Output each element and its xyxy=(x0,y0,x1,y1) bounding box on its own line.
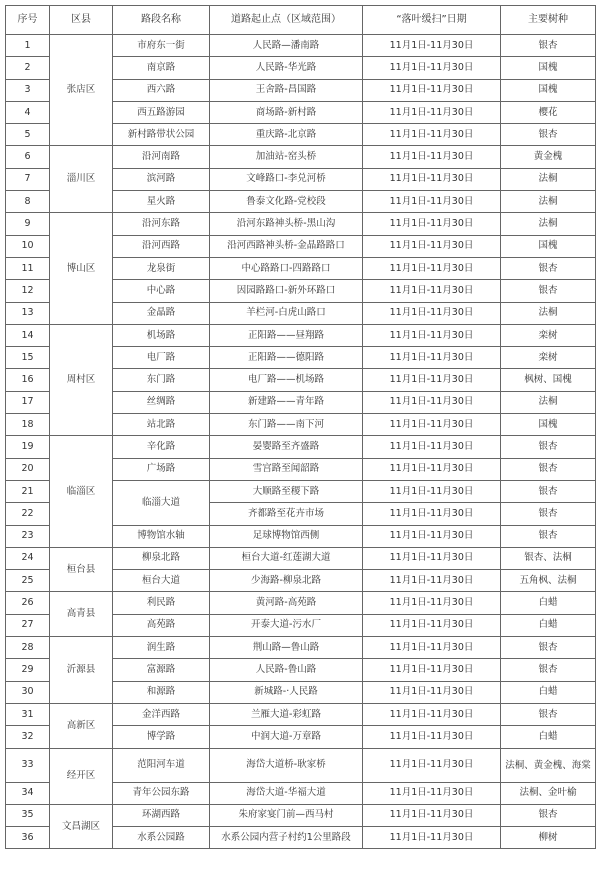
tree-species: 银杏 xyxy=(501,659,596,681)
road-range: 王舍路-昌国路 xyxy=(210,79,363,101)
sweep-date: 11月1日-11月30日 xyxy=(363,748,501,782)
tree-species: 柳树 xyxy=(501,827,596,849)
road-range: 齐都路至花卉市场 xyxy=(210,503,363,525)
sweep-date: 11月1日-11月30日 xyxy=(363,547,501,569)
tree-species: 银杏 xyxy=(501,480,596,502)
row-number: 22 xyxy=(6,503,50,525)
road-range: 大顺路至稷下路 xyxy=(210,480,363,502)
row-number: 28 xyxy=(6,637,50,659)
row-number: 26 xyxy=(6,592,50,614)
road-name: 新村路带状公园 xyxy=(113,124,210,146)
sweep-date: 11月1日-11月30日 xyxy=(363,570,501,592)
tree-species: 银杏 xyxy=(501,503,596,525)
table-body xyxy=(6,35,596,849)
tree-species: 黄金槐 xyxy=(501,146,596,168)
tree-species: 银杏 xyxy=(501,124,596,146)
road-range: 晏婴路至齐盛路 xyxy=(210,436,363,458)
row-number: 6 xyxy=(6,146,50,168)
row-number: 15 xyxy=(6,347,50,369)
row-number: 33 xyxy=(6,748,50,782)
sweep-date: 11月1日-11月30日 xyxy=(363,280,501,302)
road-name: 高苑路 xyxy=(113,614,210,636)
road-range: 新建路——青年路 xyxy=(210,391,363,413)
sweep-date: 11月1日-11月30日 xyxy=(363,168,501,190)
road-range: 因园路路口-新外环路口 xyxy=(210,280,363,302)
sweep-date: 11月1日-11月30日 xyxy=(363,614,501,636)
row-number: 5 xyxy=(6,124,50,146)
road-range: 电厂路——机场路 xyxy=(210,369,363,391)
header-date: “落叶缓扫”日期 xyxy=(363,6,501,35)
tree-species: 银杏 xyxy=(501,637,596,659)
table-row xyxy=(6,547,596,569)
sweep-date: 11月1日-11月30日 xyxy=(363,592,501,614)
table-row xyxy=(6,592,596,614)
tree-species: 法桐 xyxy=(501,213,596,235)
sweep-date: 11月1日-11月30日 xyxy=(363,146,501,168)
row-number: 12 xyxy=(6,280,50,302)
sweep-date: 11月1日-11月30日 xyxy=(363,637,501,659)
road-range: 正阳路——德阳路 xyxy=(210,347,363,369)
header-district: 区县 xyxy=(50,6,113,35)
road-range: 足球博物馆西侧 xyxy=(210,525,363,547)
table-row xyxy=(6,637,596,659)
row-number: 24 xyxy=(6,547,50,569)
road-name: 西五路游园 xyxy=(113,101,210,123)
road-name: 环湖西路 xyxy=(113,804,210,826)
road-range: 荆山路—鲁山路 xyxy=(210,637,363,659)
tree-species: 银杏 xyxy=(501,703,596,725)
sweep-date: 11月1日-11月30日 xyxy=(363,235,501,257)
tree-species: 法桐 xyxy=(501,302,596,324)
district-cell: 桓台县 xyxy=(50,547,113,592)
district-cell: 高青县 xyxy=(50,592,113,637)
road-name: 广场路 xyxy=(113,458,210,480)
row-number: 29 xyxy=(6,659,50,681)
sweep-date: 11月1日-11月30日 xyxy=(363,414,501,436)
row-number: 34 xyxy=(6,782,50,804)
road-range: 朱府家宴门前—西马村 xyxy=(210,804,363,826)
table-row xyxy=(6,748,596,782)
sweep-date: 11月1日-11月30日 xyxy=(363,703,501,725)
district-cell: 文昌湖区 xyxy=(50,804,113,849)
road-name: 桓台大道 xyxy=(113,570,210,592)
road-range: 海岱大道桥-耿家桥 xyxy=(210,748,363,782)
row-number: 25 xyxy=(6,570,50,592)
road-range: 兰雁大道-彩虹路 xyxy=(210,703,363,725)
tree-species: 栾树 xyxy=(501,347,596,369)
road-name: 青年公园东路 xyxy=(113,782,210,804)
district-cell: 沂源县 xyxy=(50,637,113,704)
row-number: 13 xyxy=(6,302,50,324)
tree-species: 国槐 xyxy=(501,414,596,436)
row-number: 19 xyxy=(6,436,50,458)
row-number: 11 xyxy=(6,257,50,279)
road-range: 重庆路-北京路 xyxy=(210,124,363,146)
sweep-date: 11月1日-11月30日 xyxy=(363,191,501,213)
sweep-date: 11月1日-11月30日 xyxy=(363,124,501,146)
sweep-date: 11月1日-11月30日 xyxy=(363,369,501,391)
district-cell: 高新区 xyxy=(50,703,113,748)
tree-species: 法桐 xyxy=(501,191,596,213)
row-number: 14 xyxy=(6,324,50,346)
sweep-date: 11月1日-11月30日 xyxy=(363,782,501,804)
road-range: 少海路-柳泉北路 xyxy=(210,570,363,592)
sweep-date: 11月1日-11月30日 xyxy=(363,726,501,748)
row-number: 8 xyxy=(6,191,50,213)
district-cell: 淄川区 xyxy=(50,146,113,213)
tree-species: 国槐 xyxy=(501,235,596,257)
road-name: 博物馆水轴 xyxy=(113,525,210,547)
district-cell: 博山区 xyxy=(50,213,113,324)
road-name: 辛化路 xyxy=(113,436,210,458)
road-name: 水系公园路 xyxy=(113,827,210,849)
row-number: 9 xyxy=(6,213,50,235)
road-range: 中心路路口-四路路口 xyxy=(210,257,363,279)
sweep-date: 11月1日-11月30日 xyxy=(363,101,501,123)
road-name: 范阳河车道 xyxy=(113,748,210,782)
road-name: 和源路 xyxy=(113,681,210,703)
road-name: 富源路 xyxy=(113,659,210,681)
sweep-date: 11月1日-11月30日 xyxy=(363,503,501,525)
sweep-date: 11月1日-11月30日 xyxy=(363,659,501,681)
road-name: 站北路 xyxy=(113,414,210,436)
road-range: 沿河西路神头桥-金晶路路口 xyxy=(210,235,363,257)
row-number: 4 xyxy=(6,101,50,123)
row-number: 35 xyxy=(6,804,50,826)
row-number: 36 xyxy=(6,827,50,849)
row-number: 17 xyxy=(6,391,50,413)
road-name: 柳泉北路 xyxy=(113,547,210,569)
sweep-date: 11月1日-11月30日 xyxy=(363,57,501,79)
header-no: 序号 xyxy=(6,6,50,35)
district-cell: 临淄区 xyxy=(50,436,113,547)
road-name: 电厂路 xyxy=(113,347,210,369)
tree-species: 白蜡 xyxy=(501,726,596,748)
row-number: 7 xyxy=(6,168,50,190)
road-name: 利民路 xyxy=(113,592,210,614)
tree-species: 国槐 xyxy=(501,79,596,101)
road-range: 桓台大道-红莲湖大道 xyxy=(210,547,363,569)
road-range: 人民路—潘南路 xyxy=(210,35,363,57)
tree-species: 银杏 xyxy=(501,35,596,57)
road-range: 海岱大道-华福大道 xyxy=(210,782,363,804)
road-range: 羊栏河-白虎山路口 xyxy=(210,302,363,324)
header-row xyxy=(6,6,596,35)
road-name: 市府东一街 xyxy=(113,35,210,57)
row-number: 21 xyxy=(6,480,50,502)
tree-species: 白蜡 xyxy=(501,681,596,703)
road-range: 人民路-鲁山路 xyxy=(210,659,363,681)
sweep-date: 11月1日-11月30日 xyxy=(363,480,501,502)
road-range: 雪宫路至闻韶路 xyxy=(210,458,363,480)
road-range: 文峰路口-李兑河桥 xyxy=(210,168,363,190)
road-range: 东门路——南下河 xyxy=(210,414,363,436)
sweep-date: 11月1日-11月30日 xyxy=(363,681,501,703)
road-name: 金洋西路 xyxy=(113,703,210,725)
road-name: 星火路 xyxy=(113,191,210,213)
tree-species: 白蜡 xyxy=(501,592,596,614)
road-name: 沿河东路 xyxy=(113,213,210,235)
tree-species: 银杏 xyxy=(501,525,596,547)
table-row xyxy=(6,35,596,57)
road-name: 东门路 xyxy=(113,369,210,391)
tree-species: 法桐、黄金槐、海棠 xyxy=(501,748,596,782)
tree-species: 国槐 xyxy=(501,57,596,79)
sweep-date: 11月1日-11月30日 xyxy=(363,391,501,413)
road-range: 中润大道-万章路 xyxy=(210,726,363,748)
row-number: 30 xyxy=(6,681,50,703)
header-road: 路段名称 xyxy=(113,6,210,35)
row-number: 18 xyxy=(6,414,50,436)
tree-species: 五角枫、法桐 xyxy=(501,570,596,592)
table-row xyxy=(6,804,596,826)
header-tree: 主要树种 xyxy=(501,6,596,35)
row-number: 23 xyxy=(6,525,50,547)
road-name: 润生路 xyxy=(113,637,210,659)
row-number: 2 xyxy=(6,57,50,79)
road-range: 黄河路-高苑路 xyxy=(210,592,363,614)
tree-species: 银杏 xyxy=(501,280,596,302)
sweep-date: 11月1日-11月30日 xyxy=(363,436,501,458)
tree-species: 银杏 xyxy=(501,257,596,279)
sweep-date: 11月1日-11月30日 xyxy=(363,213,501,235)
road-name: 临淄大道 xyxy=(113,480,210,525)
road-name: 中心路 xyxy=(113,280,210,302)
sweep-date: 11月1日-11月30日 xyxy=(363,804,501,826)
tree-species: 法桐 xyxy=(501,168,596,190)
road-name: 南京路 xyxy=(113,57,210,79)
road-range: 水系公园内营子村约1公里路段 xyxy=(210,827,363,849)
road-name: 机场路 xyxy=(113,324,210,346)
table-row xyxy=(6,703,596,725)
row-number: 10 xyxy=(6,235,50,257)
sweep-date: 11月1日-11月30日 xyxy=(363,525,501,547)
tree-species: 银杏 xyxy=(501,436,596,458)
sweep-date: 11月1日-11月30日 xyxy=(363,324,501,346)
sweep-date: 11月1日-11月30日 xyxy=(363,302,501,324)
table-row xyxy=(6,436,596,458)
tree-species: 枫树、国槐 xyxy=(501,369,596,391)
road-range: 加油站-窑头桥 xyxy=(210,146,363,168)
road-name: 金晶路 xyxy=(113,302,210,324)
row-number: 20 xyxy=(6,458,50,480)
road-name: 沿河南路 xyxy=(113,146,210,168)
road-range: 正阳路——昼翔路 xyxy=(210,324,363,346)
road-range: 新城路-·人民路 xyxy=(210,681,363,703)
tree-species: 银杏、法桐 xyxy=(501,547,596,569)
leaf-delay-sweep-table xyxy=(5,5,596,849)
tree-species: 栾树 xyxy=(501,324,596,346)
row-number: 32 xyxy=(6,726,50,748)
table-row xyxy=(6,213,596,235)
road-name: 龙泉街 xyxy=(113,257,210,279)
row-number: 1 xyxy=(6,35,50,57)
district-cell: 张店区 xyxy=(50,35,113,146)
road-range: 沿河东路神头桥-黑山沟 xyxy=(210,213,363,235)
row-number: 27 xyxy=(6,614,50,636)
table-row xyxy=(6,146,596,168)
road-range: 人民路-华光路 xyxy=(210,57,363,79)
road-range: 商场路-新村路 xyxy=(210,101,363,123)
tree-species: 银杏 xyxy=(501,804,596,826)
tree-species: 白蜡 xyxy=(501,614,596,636)
district-cell: 经开区 xyxy=(50,748,113,804)
tree-species: 法桐、金叶榆 xyxy=(501,782,596,804)
road-name: 博学路 xyxy=(113,726,210,748)
sweep-date: 11月1日-11月30日 xyxy=(363,827,501,849)
tree-species: 樱花 xyxy=(501,101,596,123)
row-number: 31 xyxy=(6,703,50,725)
road-name: 沿河西路 xyxy=(113,235,210,257)
header-range: 道路起止点（区域范围） xyxy=(210,6,363,35)
row-number: 3 xyxy=(6,79,50,101)
table-row xyxy=(6,324,596,346)
tree-species: 法桐 xyxy=(501,391,596,413)
road-range: 开泰大道-污水厂 xyxy=(210,614,363,636)
road-name: 西六路 xyxy=(113,79,210,101)
sweep-date: 11月1日-11月30日 xyxy=(363,35,501,57)
sweep-date: 11月1日-11月30日 xyxy=(363,79,501,101)
district-cell: 周村区 xyxy=(50,324,113,435)
row-number: 16 xyxy=(6,369,50,391)
sweep-date: 11月1日-11月30日 xyxy=(363,458,501,480)
road-name: 丝绸路 xyxy=(113,391,210,413)
road-range: 鲁泰文化路-党校段 xyxy=(210,191,363,213)
tree-species: 银杏 xyxy=(501,458,596,480)
sweep-date: 11月1日-11月30日 xyxy=(363,347,501,369)
road-name: 滨河路 xyxy=(113,168,210,190)
sweep-date: 11月1日-11月30日 xyxy=(363,257,501,279)
